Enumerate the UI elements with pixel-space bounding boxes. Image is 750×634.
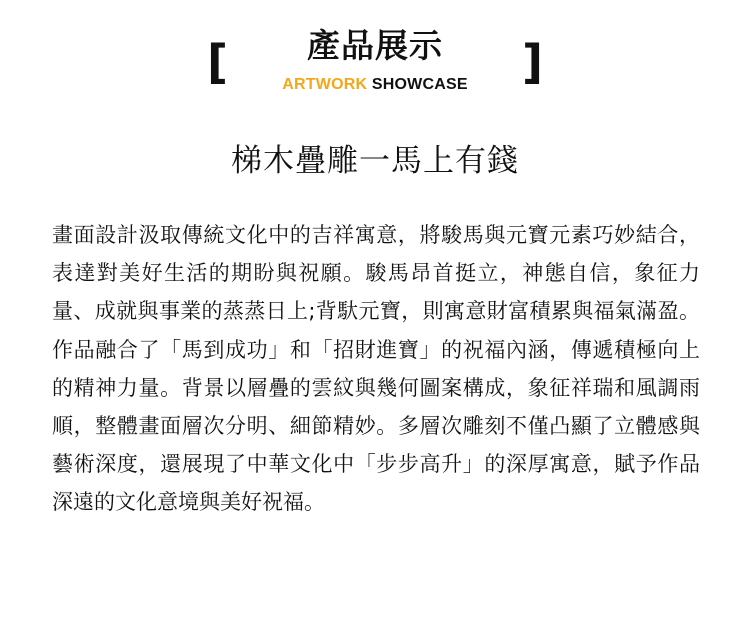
section-title: 產品展示	[307, 26, 443, 65]
subtitle-rest: SHOWCASE	[367, 76, 468, 93]
product-name: 梯木疊雕一馬上有錢	[231, 143, 519, 179]
product-description: 畫面設計汲取傳統文化中的吉祥寓意，將駿馬與元寶元素巧妙結合，表達對美好生活的期盼與祝願。駿馬昂首挺立，神態自信，象征力量、成就與事業的蒸蒸日上;背馱元寶，則寓意財富積累與福氣滿盈。作品融合了「馬到成功」和「招財進寶」的祝福內涵，傳遞積極向上的精神力量。背景以層疊的雲紋與幾何圖案構成，象征祥瑞和風調雨順，整體畫面層次分明、細節精妙。多層次雕刻不僅凸顯了立體感與藝術深度，還展現了中華文化中「步步高升」的深厚寓意，賦予作品深遠的文化意境與美好祝福。	[52, 223, 700, 515]
subtitle-accent: ARTWORK	[282, 76, 368, 93]
section-subtitle	[0, 75, 750, 95]
right-bracket: ]	[522, 35, 544, 89]
section-header	[0, 0, 750, 110]
left-bracket: [	[207, 35, 229, 89]
